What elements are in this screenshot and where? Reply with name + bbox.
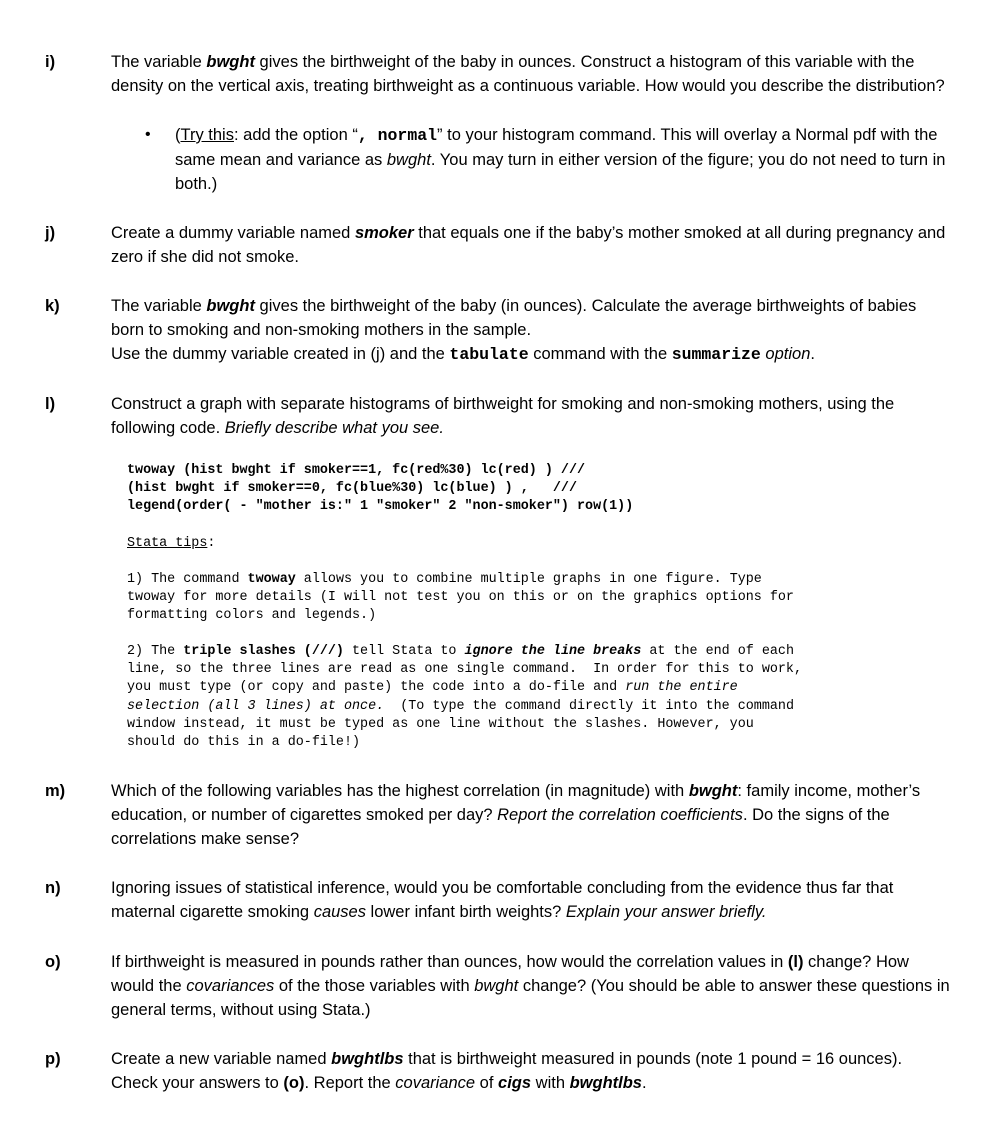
question-text: If birthweight is measured in pounds rather than ounces, how would the correlation values in (l) change? How would the covariances of the those variables with bwght change? (You should be able to answer these questions in general terms, without using Stata.) <box>111 953 950 1019</box>
question-label: n) <box>45 879 61 897</box>
question-text: The variable bwght gives the birthweight of the baby in ounces. Construct a histogram of this variable with the density on the vertical axis, treating birthweight as a continuous variable. How would you describe the distribution? <box>111 53 945 95</box>
question-label: l) <box>45 395 56 413</box>
tip-2: 2) The triple slashes (///) tell Stata to ignore the line breaks at the end of each line, so the three lines are read as one single command. In order for this to work, you must type (or copy and paste) the code into a do-file and run the entire selection (all 3 lines) at once. (To type the command directly it into the command window instead, it must be typed as one line without the slashes. However, you should do this in a do-file!) <box>127 644 802 751</box>
question-text: Create a dummy variable named smoker that equals one if the baby’s mother smoked at all during pregnancy and zero if she did not smoke. <box>111 224 946 266</box>
question-label: j) <box>45 224 56 242</box>
question-label: o) <box>45 953 61 971</box>
variable-name: smoker <box>354 224 414 242</box>
variable-name: bwght <box>688 782 738 800</box>
question-text: Ignoring issues of statistical inference, would you be comfortable concluding from the evidence thus far that maternal cigarette smoking causes lower infant birth weights? Explain your answer briefly. <box>111 879 894 921</box>
question-text: Construct a graph with separate histograms of birthweight for smoking and non-smoking mothers, using the following code. Briefly describe what you see. <box>111 395 895 437</box>
question-text: The variable bwght gives the birthweight of the baby (in ounces). Calculate the average birthweights of babies born to smoking and non-smoking mothers in the sample. Use the dummy variable created in (j) and the tabulate command with the summarize option. <box>111 297 917 364</box>
question-label: p) <box>45 1050 61 1068</box>
variable-name: bwght <box>206 297 255 315</box>
question-label: m) <box>45 782 66 800</box>
bullet: • <box>145 126 151 143</box>
question-text: Create a new variable named bwghtlbs that is birthweight measured in pounds (note 1 pound = 16 ounces). Check your answers to (o). Report the covariance of cigs with bwghtlbs. <box>111 1050 903 1092</box>
code-line-2: (hist bwght if smoker==0, fc(blue%30) lc(blue) ) , /// <box>127 481 577 496</box>
question-text: Which of the following variables has the highest correlation (in magnitude) with bwght: family income, mother’s education, or number of cigarettes smoked per day? Report the correlation coefficients. Do the signs of the correlations make sense? <box>111 782 921 848</box>
variable-name: bwghtlbs <box>331 1050 404 1068</box>
variable-name: bwght <box>206 53 255 71</box>
tip-1: 1) The command twoway allows you to combine multiple graphs in one figure. Type twoway for more details (I will not test you on this or on the graphics options for formatting colors and legends.) <box>127 572 794 624</box>
bullet-text: (Try this: add the option “, normal” to your histogram command. This will overlay a Normal pdf with the same mean and variance as bwght. You may turn in either version of the figure; you do not need to turn in both.) <box>175 126 946 193</box>
code-line-3: legend(order( - "mother is:" 1 "smoker" 2 "non-smoker") row(1)) <box>127 499 634 514</box>
question-label: k) <box>45 297 60 315</box>
code-line-1: twoway (hist bwght if smoker==1, fc(red%30) lc(red) ) /// <box>127 463 586 478</box>
tips-heading: Stata tips: <box>127 536 216 551</box>
question-label: i) <box>45 53 56 71</box>
